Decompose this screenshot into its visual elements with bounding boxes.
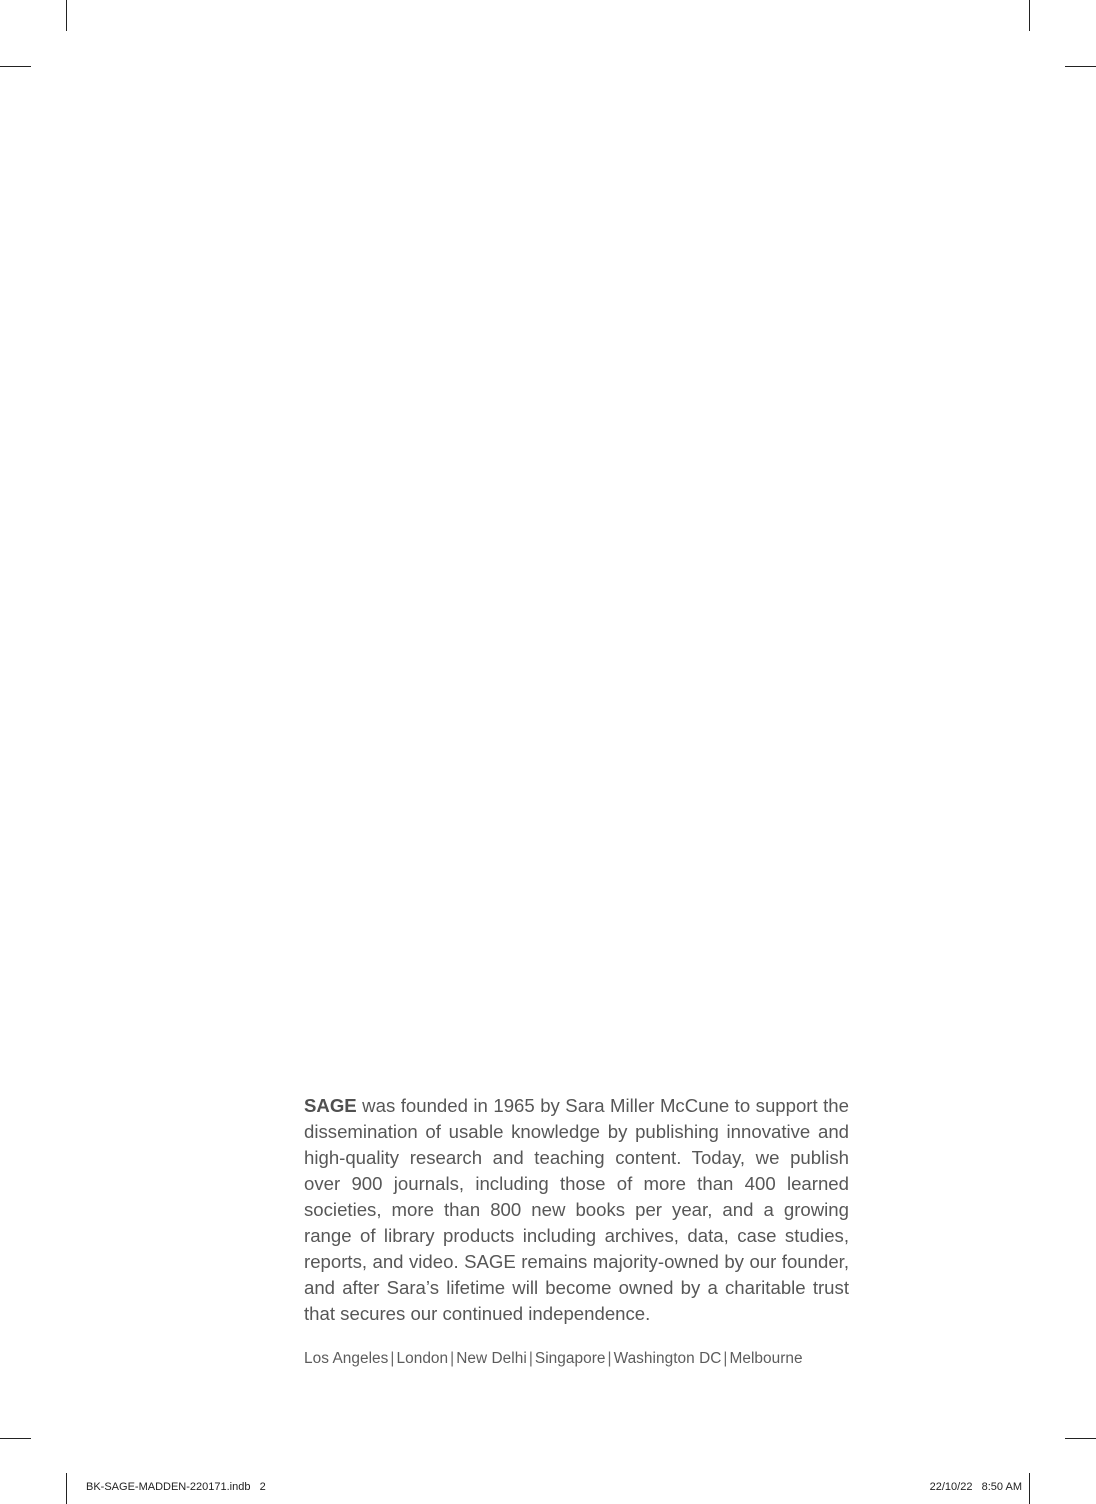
crop-mark-bottom-right-vertical [1029,1473,1030,1504]
office-separator: | [528,1350,533,1367]
office-separator: | [607,1350,612,1367]
office-city: Washington DC [613,1350,722,1367]
crop-mark-top-right-vertical [1029,0,1030,31]
crop-mark-top-left-horizontal [0,66,31,67]
crop-mark-bottom-right-horizontal [1065,1438,1096,1439]
office-city: Singapore [534,1350,606,1367]
crop-mark-top-right-horizontal [1065,66,1096,67]
crop-mark-top-left-vertical [66,0,67,31]
slug-file-name: BK-SAGE-MADDEN-220171.indb 2 [86,1481,266,1493]
office-separator: | [390,1350,395,1367]
office-separator: | [723,1350,728,1367]
crop-mark-bottom-left-horizontal [0,1438,31,1439]
office-separator: | [450,1350,455,1367]
publisher-statement [304,1093,849,1327]
office-city: Melbourne [729,1350,803,1367]
office-city: Los Angeles [304,1350,389,1367]
office-city: London [396,1350,449,1367]
slug-date-time: 22/10/22 8:50 AM [929,1481,1022,1493]
publisher-statement-text: was founded in 1965 by Sara Miller McCune to support the dissemination of usable knowledge by publishing innovative and high-quality research and teaching content. Today, we publish over 900 journals, including those of more than 400 learned societies, more than 800 new books per year, and a growing range of library products including archives, data, case studies, reports, and video. SAGE remains majority-owned by our founder, and after Sara’s lifetime will become owned by a charitable trust that secures our continued independence. [304,1095,849,1324]
crop-mark-bottom-left-vertical [66,1473,67,1504]
office-city: New Delhi [456,1350,527,1367]
publisher-brand: SAGE [304,1095,357,1116]
office-locations [304,1349,849,1369]
